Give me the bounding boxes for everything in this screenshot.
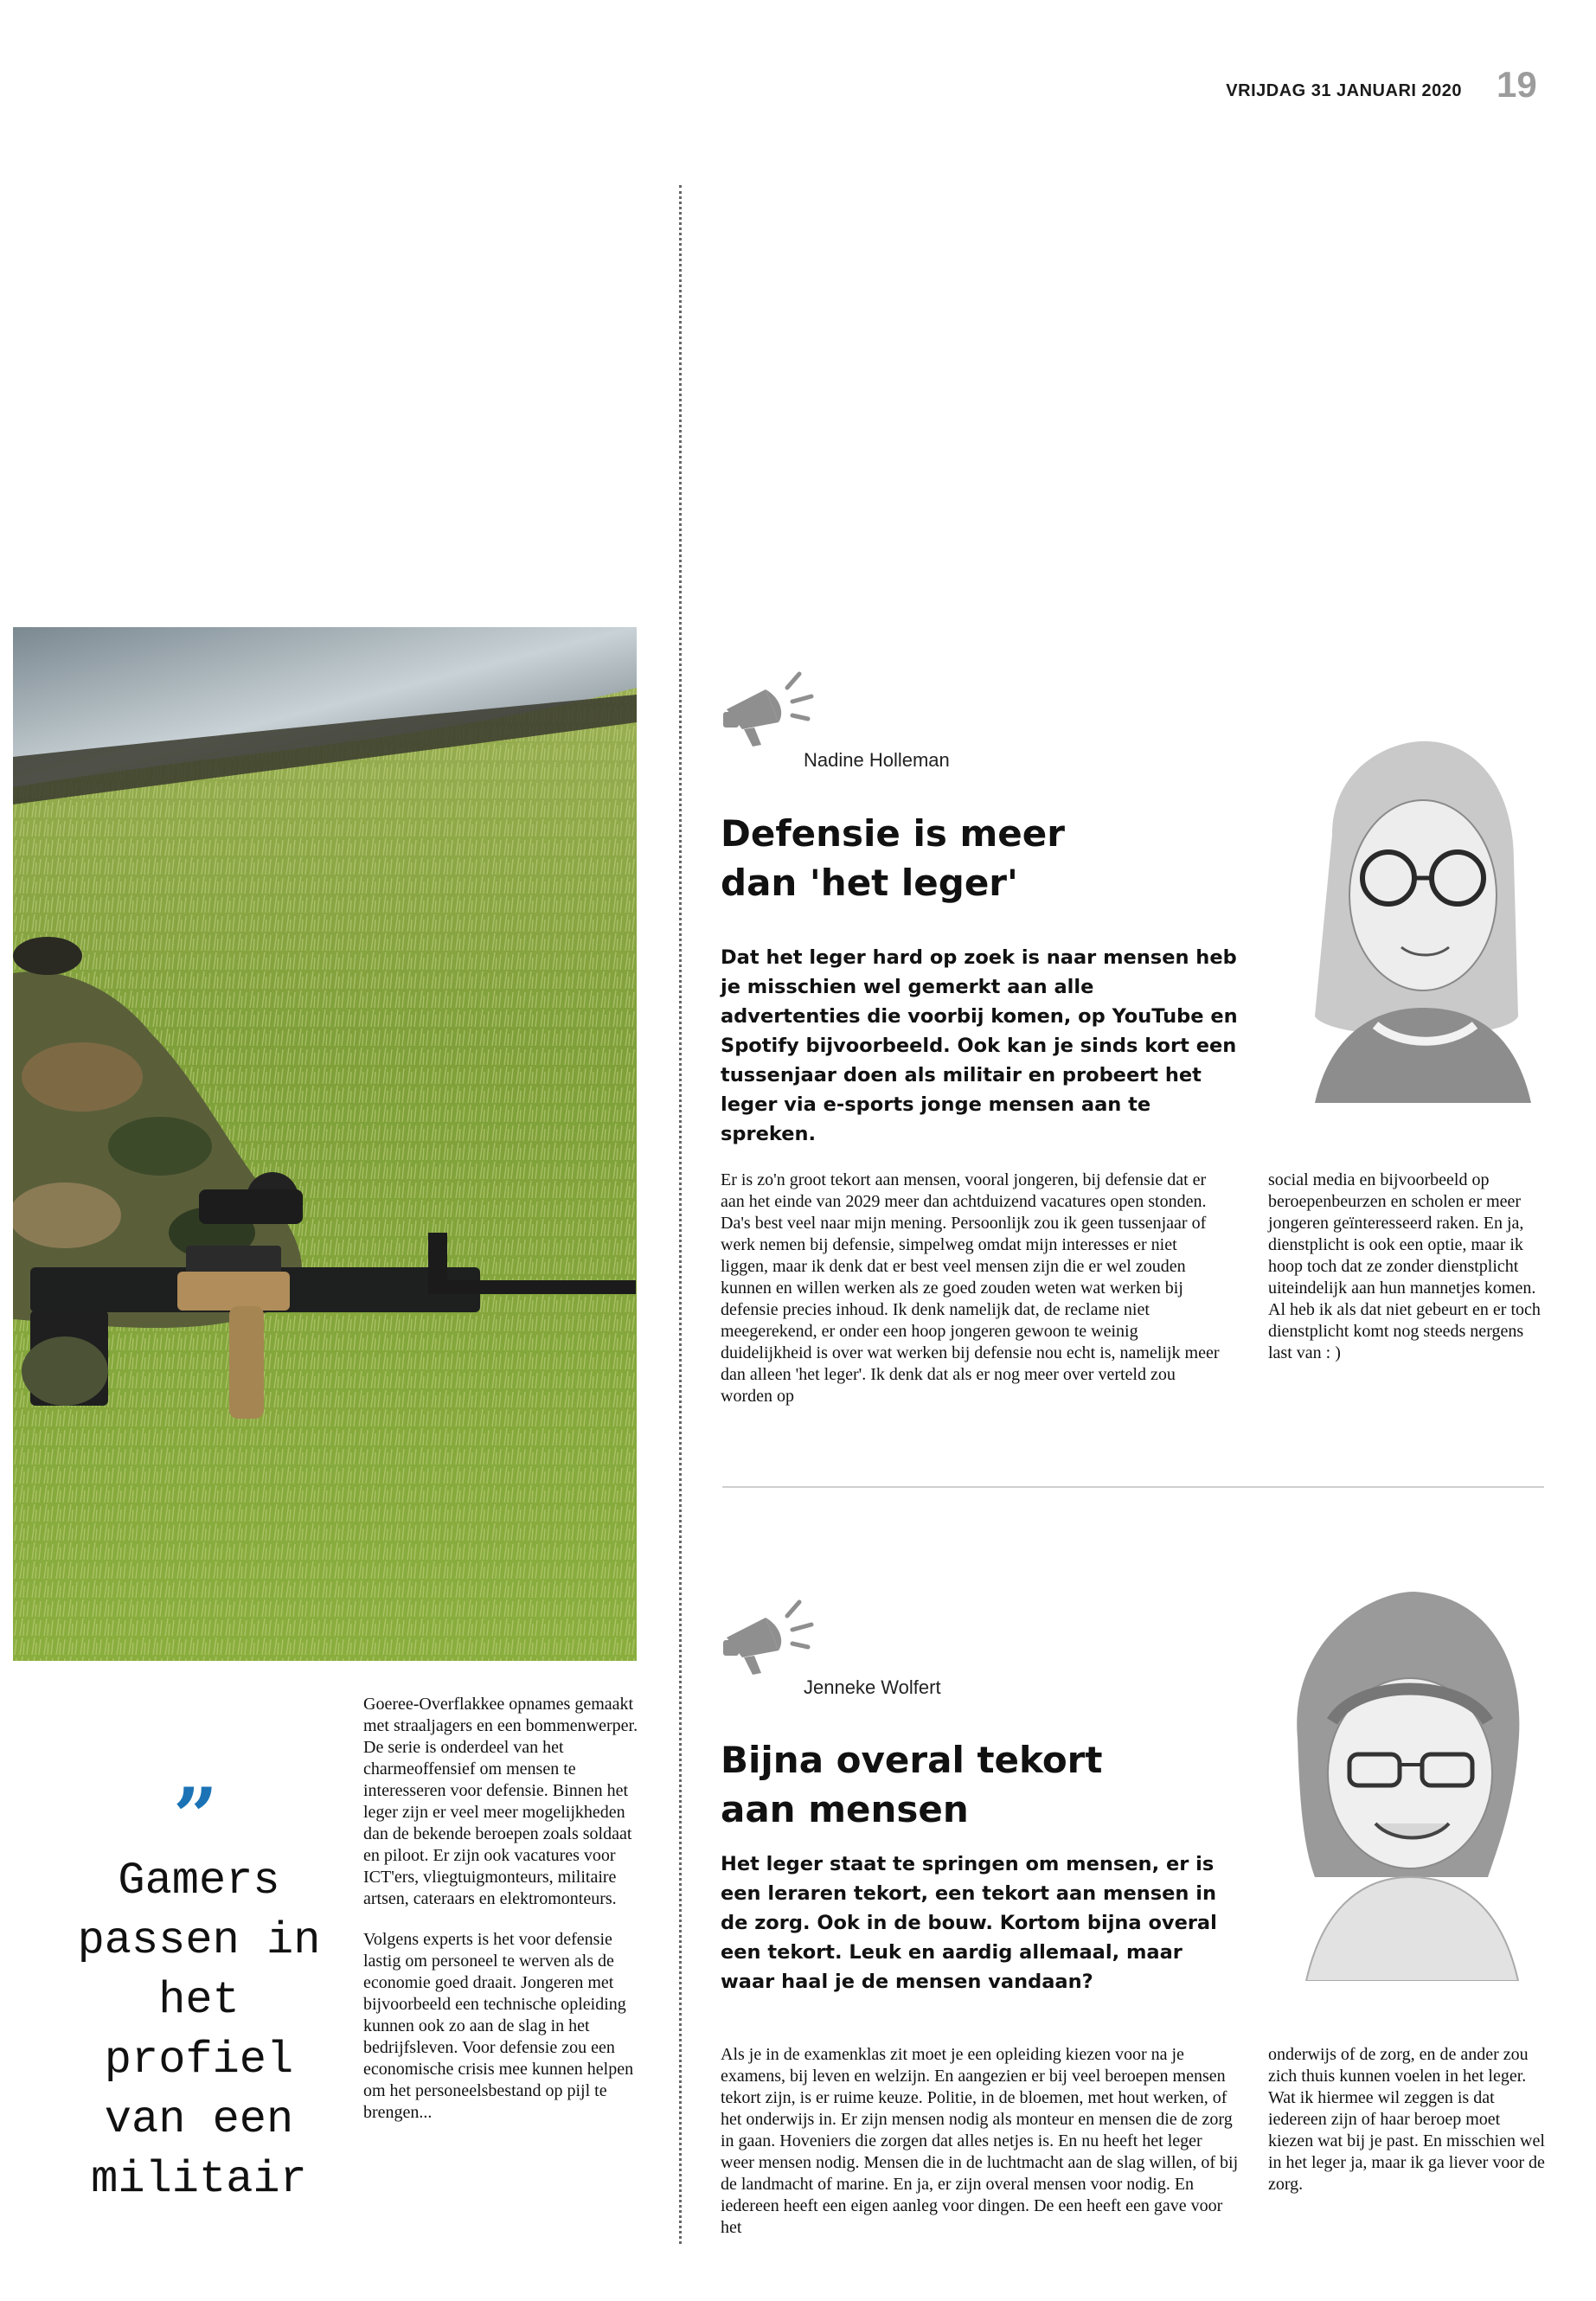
headline-line: Bijna overal tekort [721,1739,1103,1781]
headline-line: dan 'het leger' [721,862,1018,904]
headline-line: Defensie is meer [721,812,1065,855]
author-name: Nadine Holleman [804,749,950,771]
author-name: Jenneke Wolfert [804,1676,941,1698]
article-body-left: Er is zo'n groot tekort aan mensen, vooral jongeren, bij defensie dat er aan het einde van 2029 meer dan achtduizend vacatures open stonden. Da's best veel naar mijn mening. Persoonlijk zou ik geen tussenjaar of werk nemen bij defensie, simpelweg omdat mijn interesses er niet liggen, maar ik denk dat er best veel mensen zijn die er wel zouden kunnen en willen werken als ze goed zouden weten wat werken bij defensie precies inhoud. Ik denk namelijk dat, de reclame niet meegerekend, er onder een hoop jongeren gewoon te weinig duidelijkheid is over wat werken bij defensie nou echt is, namelijk meer dan alleen 'het leger'. Ik denk dat als er nog meer over verteld zou worden op [721,1170,1220,1406]
pull-quote: Gamers passen in het profiel van een militair [77,1856,321,2205]
author-portrait [1280,731,1548,1112]
article-headline [721,1735,1205,1834]
megaphone-icon [718,662,820,748]
article-headline [721,809,1205,907]
quote-icon: ” [173,1771,218,1862]
soldier-rifle-photo [13,627,637,1661]
issue-date: VRIJDAG 31 JANUARI 2020 [1226,81,1462,100]
sidebar-body [363,1694,649,2124]
author-portrait [1263,1592,1531,1981]
megaphone-icon [718,1590,820,1676]
article-body-right: onderwijs of de zorg, en de ander zou zich thuis kunnen voelen in het leger. Wat ik hiermee wil zeggen is dat iedereen zijn of haar beroep moet kiezen wat bij je past. En misschien wel in het leger ja, maar ik ga liever voor de zorg. [1268,2045,1545,2194]
article-lead: Dat het leger hard op zoek is naar mensen heb je misschien wel gemerkt aan alle advertenties die voorbij komen, op YouTube en Spotify bijvoorbeeld. Ook kan je sinds kort een tussenjaar doen als militair en probeert het leger via e-sports jonge mensen aan te spreken. [721,946,1238,1145]
sidebar-paragraph: Goeree-Overflakkee opnames gemaakt met straaljagers en een bommenwerper. De serie is onderdeel van het charmeoffensief om mensen te interesseren voor defensie. Binnen het leger zijn er veel meer mogelijkheden dan de bekende beroepen zoals soldaat en piloot. Er zijn ook vacatures voor ICT'ers, vliegtuigmonteurs, militaire artsen, cateraars en elektromonteurs. [363,1695,638,1908]
headline-line: aan mensen [721,1788,969,1830]
article-divider [722,1486,1544,1488]
column-divider [679,185,682,2244]
photo-illustration [13,627,637,1661]
article-lead: Het leger staat te springen om mensen, er is een leraren tekort, een tekort aan mensen in de zorg. Ook in de bouw. Kortom bijna overal een tekort. Leuk en aardig allemaal, maar waar haal je de mensen vandaan? [721,1853,1217,1993]
article-body-left: Als je in de examenklas zit moet je een opleiding kiezen voor na je examens, bij leven en welzijn. En aangezien er bij veel beroepen mensen tekort zijn, is er ruime keuze. Politie, in de bloemen, met hout werken, of het onderwijs in. Er zijn mensen nodig als monteur en mensen die de zorg in gaan. Hoveniers die zorgen dat alles netjes is. En nu heeft het leger weer mensen nodig. Mensen die in de luchtmacht aan de slag willen, of bij de landmacht of marine. En ja, er zijn overal mensen voor nodig. En iedereen heeft een eigen aanleg voor dingen. De een heeft een gave voor het [721,2045,1239,2237]
article-body-right: social media en bijvoorbeeld op beroepenbeurzen en scholen er meer jongeren geïnteresseerd raken. En ja, dienstplicht is ook een optie, maar ik hoop toch dat ze zonder dienstplicht uiteindelijk aan hun mannetjes komen. Al heb ik als dat niet gebeurt en er toch dienstplicht komt nog steeds nergens last van : ) [1268,1170,1541,1362]
page-number: 19 [1497,64,1537,105]
sidebar-paragraph: Volgens experts is het voor defensie lastig om personeel te werven als de economie goed draait. Jongeren met bijvoorbeeld een technische opleiding kunnen ook zo aan de slag in het bedrijfsleven. Voor defensie zou een economische crisis mee kunnen helpen om het personeelsbestand op pijl te brengen... [363,1930,634,2122]
